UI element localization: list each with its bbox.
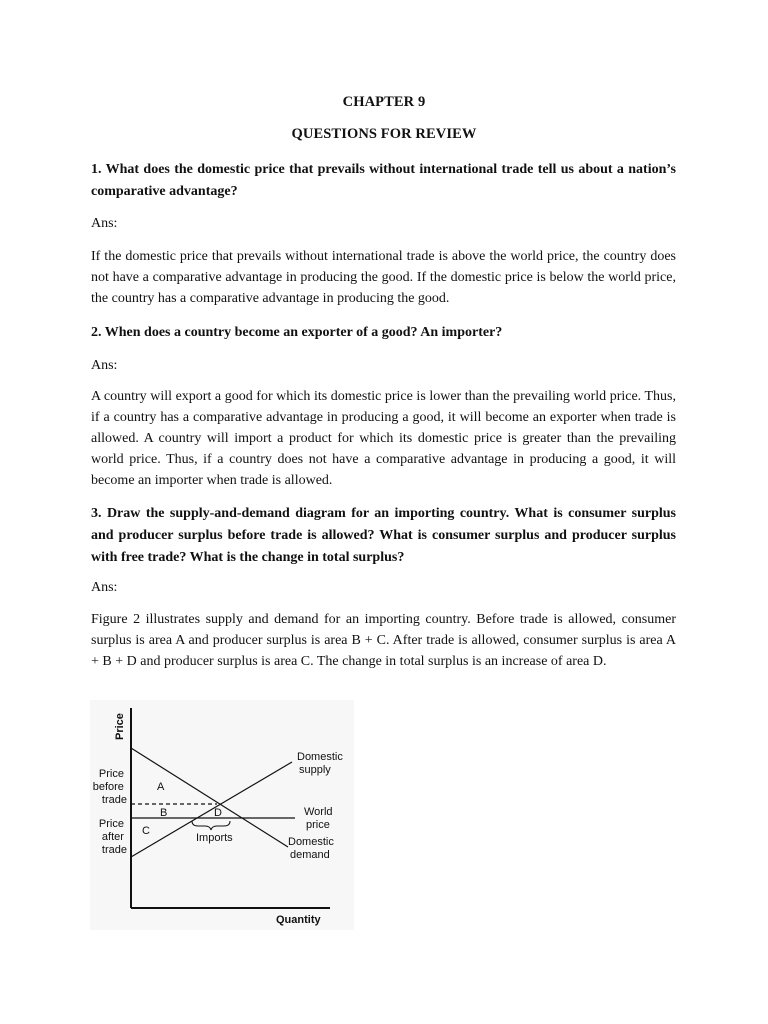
chapter-title: CHAPTER 9 <box>342 94 426 110</box>
supply-demand-diagram <box>90 700 354 930</box>
supply-demand-figure <box>90 700 354 930</box>
question-2: 2. When does a country become an exporter of a good? An importer? <box>91 325 503 340</box>
answer-3: Figure 2 illustrates supply and demand for an importing country. Before trade is allowed, consumer surplus is area A and producer surplus is area B + C. After trade is allowed, consumer surplus is area A + B + D and producer surplus is area C. The change in total surplus is an increase of area D. <box>91 612 676 669</box>
price-after-trade-label: Price after trade <box>98 818 127 856</box>
answer-label-1: Ans: <box>91 216 118 231</box>
x-axis-label: Quantity <box>276 914 321 926</box>
answer-2: A country will export a good for which its domestic price is lower than the prevailing world price. Thus, if a country has a comparative advantage in producing a good, it will become an exporter when trade is allowed. A country will import a product for which its domestic price is greater than the prevailing world price. Thus, if a country does not have a comparative advantage in producing a good, it will become an importer when trade is allowed. <box>91 389 676 488</box>
imports-label: Imports <box>196 832 233 844</box>
area-b-label: B <box>160 807 168 819</box>
world-price-label: World price <box>304 806 333 831</box>
answer-label-3: Ans: <box>91 580 118 595</box>
domestic-supply-label: Domestic supply <box>297 751 343 776</box>
area-a-label: A <box>157 781 165 793</box>
answer-1: If the domestic price that prevails without international trade is above the world price, the country does not have a comparative advantage in producing the good. If the domestic price is below the world price, the country has a comparative advantage in producing the good. <box>91 249 676 306</box>
answer-label-2: Ans: <box>91 358 118 373</box>
section-title: QUESTIONS FOR REVIEW <box>291 126 477 142</box>
domestic-demand-label: Domestic demand <box>288 836 334 861</box>
question-1: 1. What does the domestic price that prevails without international trade tell us about a nation’s comparative advantage? <box>91 162 676 199</box>
question-3: 3. Draw the supply-and-demand diagram for an importing country. What is consumer surplus and producer surplus before trade is allowed? What is consumer surplus and producer surplus with free trade? What is the change in total surplus? <box>91 506 676 565</box>
area-d-label: D <box>214 807 222 819</box>
area-c-label: C <box>142 825 150 837</box>
price-before-trade-label: Price before trade <box>92 768 127 806</box>
y-axis-label: Price <box>114 713 126 740</box>
imports-brace <box>192 821 230 830</box>
